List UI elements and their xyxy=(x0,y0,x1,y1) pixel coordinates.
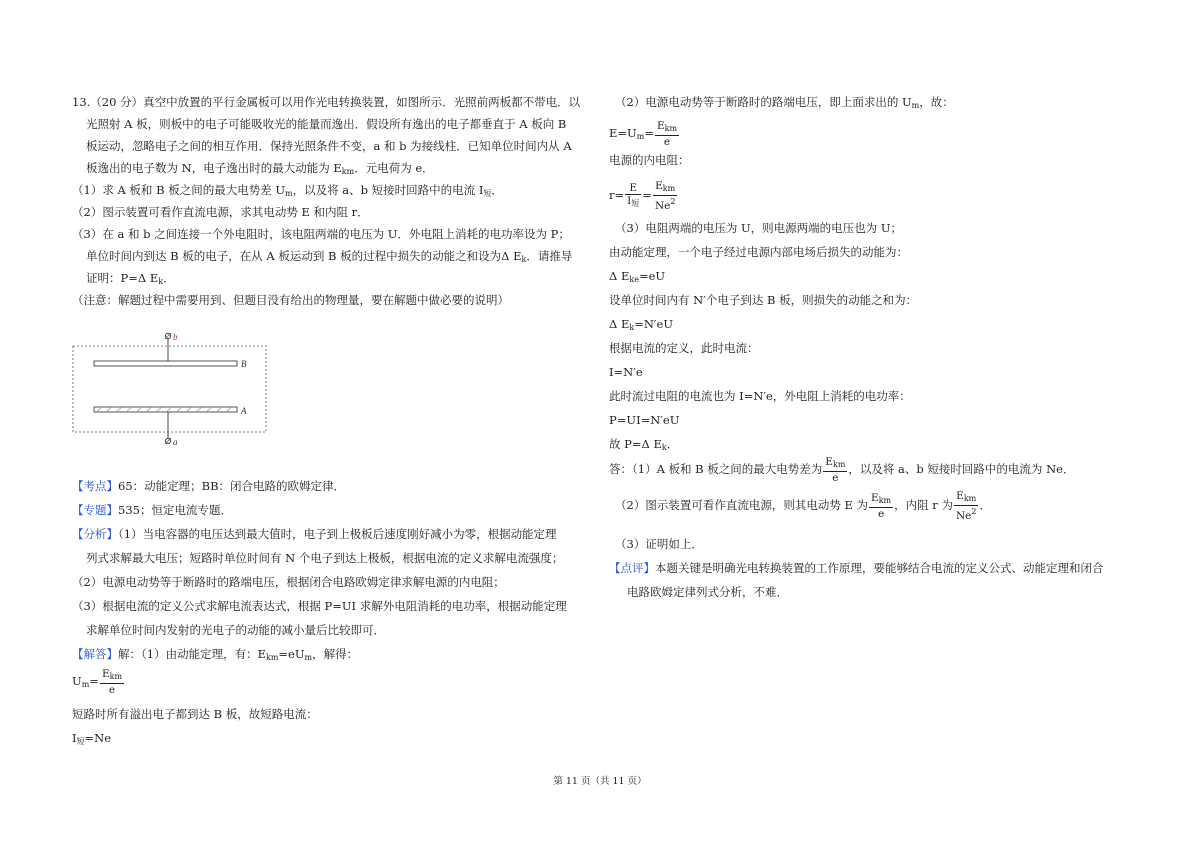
question-text: 板运动，忽略电子之间的相互作用．保持光照条件不变，a 和 b 为接线柱．已知单位时间内从 A xyxy=(86,139,572,153)
denominator: e xyxy=(108,684,116,696)
question-line xyxy=(86,158,434,182)
denominator: e xyxy=(832,472,839,484)
subscript: m xyxy=(81,680,90,689)
subscript: km xyxy=(878,496,892,505)
solution-text: 根据电流的定义，此时电流： xyxy=(609,341,759,355)
solution-line xyxy=(609,386,911,406)
solution-line xyxy=(609,434,678,458)
dashed-boundary xyxy=(73,346,266,432)
question-line xyxy=(86,268,175,292)
solution-line xyxy=(609,290,917,310)
solution-text: 此时流过电阻的电流也为 I=N′e，外电阻上消耗的电功率： xyxy=(609,389,911,403)
answer-line-1 xyxy=(609,456,1074,484)
formula-text: =N′eU xyxy=(634,317,674,331)
dianping-tag: 【点评】 xyxy=(609,561,655,575)
formula-text: = xyxy=(642,188,652,202)
question-text: 板逸出的电子数为 N，电子逸出时的最大动能为 E xyxy=(86,161,342,175)
note xyxy=(72,290,509,310)
subscript: 短 xyxy=(631,199,640,208)
formula-text: I=N′e xyxy=(609,365,643,379)
numerator: E xyxy=(655,180,663,192)
formula-text: =eU xyxy=(638,269,666,283)
jieda-text: 短路时所有溢出电子都到达 B 板，故短路电流： xyxy=(72,707,318,721)
formula-text: r= xyxy=(609,188,625,202)
question-text: ，以及将 a、b 短接时回路中的电流 I xyxy=(292,183,484,197)
dianping-text: 电路欧姆定律列式分析，不难． xyxy=(627,585,788,599)
dianping-row xyxy=(609,558,1104,578)
subscript: km xyxy=(832,460,846,469)
solution-line xyxy=(615,218,902,238)
formula-text: E=U xyxy=(609,126,637,140)
fraction xyxy=(625,182,641,210)
solution-line xyxy=(609,242,908,262)
fraction xyxy=(100,668,124,696)
label-b: b xyxy=(173,332,178,342)
answer-line-2 xyxy=(615,490,991,522)
jieda-text: 解：（1）由动能定理，有：E xyxy=(118,647,266,661)
answer-text: ，内阻 r 为 xyxy=(894,498,953,512)
subscript: ke xyxy=(629,275,639,284)
denominator: I xyxy=(627,195,632,207)
question-text: （1）求 A 板和 B 板之间的最大电势差 U xyxy=(72,183,286,197)
question-part-3 xyxy=(72,224,570,244)
question-line xyxy=(86,136,572,156)
superscript: 2 xyxy=(670,197,676,206)
question-text: （2）图示装置可看作直流电源，求其电动势 E 和内阻 r． xyxy=(72,205,369,219)
solution-line xyxy=(609,314,673,338)
question-text: ．元电荷为 e． xyxy=(354,161,434,175)
numerator: E xyxy=(871,492,879,504)
numerator: E xyxy=(101,668,110,680)
subscript: km xyxy=(963,494,977,503)
zhuanti-text: 535；恒定电流专题． xyxy=(118,503,232,517)
fenxi-text: 求解单位时间内发射的光电子的动能的减小量后比较即可． xyxy=(86,623,385,637)
formula-um xyxy=(72,668,125,696)
subscript: k xyxy=(629,323,635,332)
zhuanti-row xyxy=(72,500,232,520)
solution-text: ，故： xyxy=(919,95,954,109)
numerator: E xyxy=(956,490,964,502)
question-text: 光照射 A 板，则板中的电子可能吸收光的能量而逸出．假设所有逸出的电子都垂直于 A 板向 B xyxy=(86,117,567,131)
subscript: m xyxy=(285,189,293,198)
subscript: m xyxy=(636,132,645,141)
page-footer: 第 11 页（共 11 页） xyxy=(553,776,647,787)
subscript: k xyxy=(661,443,667,452)
fenxi-text: （2）电源电动势等于断路时的路端电压，根据闭合电路欧姆定律求解电源的内电阻； xyxy=(72,575,505,589)
fraction xyxy=(869,492,893,520)
subscript: m xyxy=(911,101,920,110)
question-part-1 xyxy=(72,180,503,204)
fraction xyxy=(655,120,679,148)
subscript: 短 xyxy=(76,737,85,746)
formula-text: = xyxy=(89,674,99,688)
denominator: e xyxy=(663,136,671,148)
subscript: km xyxy=(109,672,123,681)
denominator: Ne xyxy=(654,200,671,212)
capacitor-diagram xyxy=(72,330,268,448)
jieda-tag: 【解答】 xyxy=(72,647,118,661)
numerator: E xyxy=(656,120,665,132)
dianping-text: 本题关键是明确光电转换装置的工作原理，要能够结合电流的定义公式、动能定理和闭合 xyxy=(655,561,1104,575)
solution-line xyxy=(609,266,665,290)
formula-text: =Ne xyxy=(84,731,112,745)
answer-text: ，以及将 a、b 短接时回路中的电流为 Ne． xyxy=(848,462,1075,476)
answer-text: ． xyxy=(979,498,991,512)
question-text: 13.（20 分）真空中放置的平行金属板可以用作光电转换装置，如图所示．光照前两板都不带电．以 xyxy=(72,95,581,109)
subscript: km xyxy=(664,124,678,133)
solution-line xyxy=(609,338,759,358)
answer-line-3 xyxy=(615,534,703,554)
denominator: e xyxy=(877,508,885,520)
solution-line xyxy=(609,150,690,170)
fraction xyxy=(954,490,979,522)
fraction xyxy=(823,456,847,484)
solution-text: （3）电阻两端的电压为 U，则电源两端的电压也为 U； xyxy=(615,221,903,235)
answer-text: 答：（1）A 板和 B 板之间的最大电势差为 xyxy=(609,462,823,476)
subscript: km xyxy=(341,167,355,176)
fenxi-text: 列式求解最大电压；短路时单位时间有 N 个电子到达上极板，根据电流的定义求解电流强度； xyxy=(86,551,564,565)
question-line xyxy=(72,92,580,112)
question-line xyxy=(86,246,572,270)
question-line xyxy=(86,114,566,134)
plate-a xyxy=(94,407,237,412)
solution-line xyxy=(609,362,643,382)
answer-text: （2）图示装置可看作直流电源，则其电动势 E 为 xyxy=(615,498,869,512)
subscript: m xyxy=(304,653,313,662)
formula-text: U xyxy=(72,674,82,688)
label-plate-b: B xyxy=(241,359,247,369)
fenxi-line xyxy=(72,572,505,592)
solution-text: 设单位时间内有 N′个电子到达 B 板，则损失的动能之和为： xyxy=(609,293,918,307)
question-text: ．请推导 xyxy=(526,249,573,263)
fraction xyxy=(653,180,678,212)
dianping-line xyxy=(627,582,788,602)
numerator: E xyxy=(825,456,833,468)
solution-line xyxy=(609,410,679,430)
subscript: k xyxy=(521,255,527,264)
fenxi-tag: 【分析】 xyxy=(72,527,118,541)
formula-emf xyxy=(609,120,680,148)
solution-text: 电源的内电阻： xyxy=(609,153,690,167)
plate-b xyxy=(94,361,237,366)
numerator: E xyxy=(625,182,641,195)
short-circuit-text xyxy=(72,704,318,724)
superscript: 2 xyxy=(971,507,977,516)
subscript: km xyxy=(265,653,279,662)
fenxi-line xyxy=(72,596,567,616)
subscript: 短 xyxy=(483,189,492,198)
question-text: ． xyxy=(491,183,503,197)
formula-text: I xyxy=(72,731,77,745)
solution-line xyxy=(615,92,954,116)
question-text: （3）在 a 和 b 之间连接一个外电阻时，该电阻两端的电压为 U．外电阻上消耗的电功率设为 P； xyxy=(72,227,570,241)
formula-ishort xyxy=(72,728,111,752)
formula-r xyxy=(609,180,678,212)
formula-text: = xyxy=(644,126,654,140)
kaodian-tag: 【考点】 xyxy=(72,479,118,493)
label-a: a xyxy=(173,437,178,447)
fenxi-line xyxy=(86,548,563,568)
formula-text: Δ E xyxy=(609,269,630,283)
note-text: （注意：解题过程中需要用到、但题目没有给出的物理量，要在解题中做必要的说明） xyxy=(72,293,509,307)
question-part-2 xyxy=(72,202,369,222)
solution-text: （2）电源电动势等于断路时的路端电压，即上面求出的 U xyxy=(615,95,912,109)
denominator: Ne xyxy=(955,510,972,522)
fenxi-text: （3）根据电流的定义公式求解电流表达式，根据 P=UI 求解外电阻消耗的电功率，根据动能定理 xyxy=(72,599,567,613)
fenxi-text: （1）当电容器的电压达到最大值时，电子到上极板后速度刚好减小为零，根据动能定理 xyxy=(118,527,557,541)
solution-text: 由动能定理，一个电子经过电源内部电场后损失的动能为： xyxy=(609,245,908,259)
fenxi-line xyxy=(86,620,385,640)
jieda-text: ，解得： xyxy=(312,647,359,661)
subscript: km xyxy=(662,184,676,193)
question-text: 证明：P=Δ E xyxy=(86,271,159,285)
question-text: 单位时间内到达 B 板的电子，在从 A 板运动到 B 板的过程中损失的动能之和设为Δ E xyxy=(86,249,522,263)
formula-text: P=UI=N′eU xyxy=(609,413,680,427)
label-plate-a: A xyxy=(241,406,247,416)
jieda-text: =eU xyxy=(278,647,305,661)
answer-text: （3）证明如上． xyxy=(615,537,703,551)
kaodian-text: 65：动能定理；BB：闭合电路的欧姆定律． xyxy=(118,479,346,493)
formula-text: Δ E xyxy=(609,317,630,331)
formula-text: 故 P=Δ E xyxy=(609,437,662,451)
jieda-row xyxy=(72,644,358,668)
kaodian-row xyxy=(72,476,345,496)
formula-text: ． xyxy=(666,437,679,451)
zhuanti-tag: 【专题】 xyxy=(72,503,118,517)
fenxi-row xyxy=(72,524,557,544)
subscript: k xyxy=(158,277,164,286)
question-text: ． xyxy=(163,271,175,285)
